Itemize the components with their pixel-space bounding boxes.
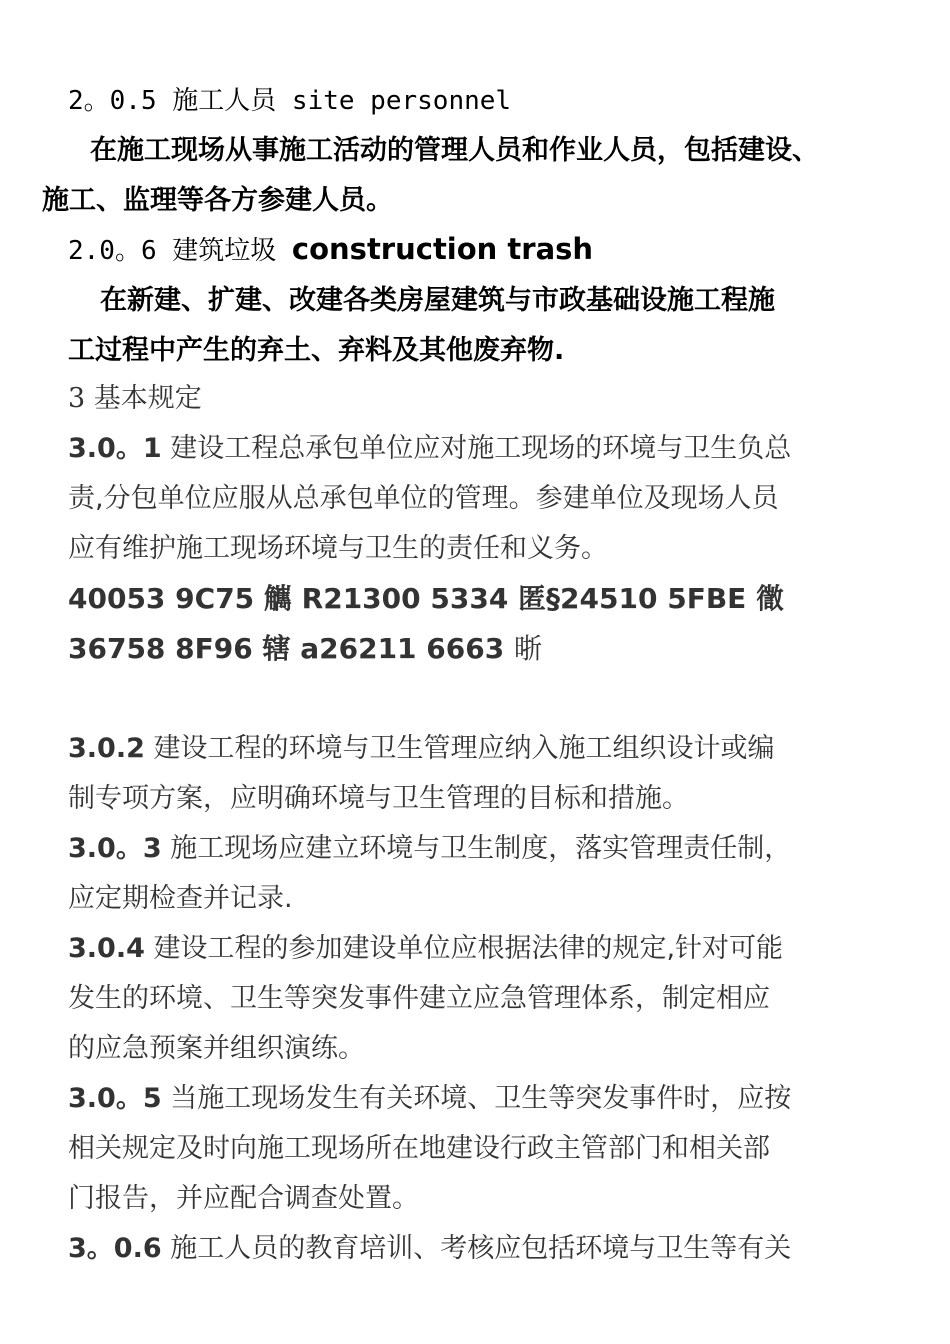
section-3-0-3-line-1 xyxy=(68,832,791,866)
section-3-0-6-number: 3。0.6 xyxy=(68,1233,162,1264)
section-3-0-1-text-1: 建设工程总承包单位应对施工现场的环境与卫生负总 xyxy=(161,433,792,464)
section-3-0-2-line-2: 制专项方案，应明确环境与卫生管理的目标和措施。 xyxy=(68,783,689,814)
section-3-0-4-line-3: 的应急预案并组织演练。 xyxy=(68,1033,365,1064)
section-3-0-3-line-2: 应定期检查并记录. xyxy=(68,883,293,914)
section-3-0-5-line-3: 门报告，并应配合调查处置。 xyxy=(68,1183,419,1214)
section-2-0-6-heading xyxy=(68,232,593,268)
garbled-line-2-bold: 36758 8F96 辖 a26211 6663 xyxy=(68,632,514,665)
section-3-0-4-line-2: 发生的环境、卫生等突发事件建立应急管理体系，制定相应 xyxy=(68,983,770,1014)
section-3-0-2-number: 3.0.2 xyxy=(68,733,145,764)
section-3-0-6-line-1 xyxy=(68,1232,791,1266)
section-3-0-4-number: 3.0.4 xyxy=(68,933,145,964)
section-3-0-3-number: 3.0。3 xyxy=(68,833,162,864)
section-3-0-3-text-1: 施工现场应建立环境与卫生制度，落实管理责任制， xyxy=(161,833,792,864)
section-3-0-1-line-3: 应有维护施工现场环境与卫生的责任和义务。 xyxy=(68,533,608,564)
section-2-0-5-body-line-1: 在施工现场从事施工活动的管理人员和作业人员，包括建设、 xyxy=(90,135,819,166)
section-3-0-4-line-1 xyxy=(68,932,783,966)
section-3-0-5-number: 3.0。5 xyxy=(68,1083,162,1114)
section-2-0-6-body-line-2: 工过程中产生的弃土、弃料及其他废弃物. xyxy=(68,335,565,366)
garbled-line-2-end: 晣 xyxy=(513,632,542,665)
chapter-3-title: 3 基本规定 xyxy=(68,383,202,414)
section-3-0-5-line-1 xyxy=(68,1082,791,1116)
section-3-0-2-line-1 xyxy=(68,732,774,766)
section-3-0-2-text-1: 建设工程的环境与卫生管理应纳入施工组织设计或编 xyxy=(144,733,775,764)
section-2-0-5-heading: 2。0.5 施工人员 site personnel xyxy=(68,86,512,116)
section-3-0-1-number: 3.0。1 xyxy=(68,433,162,464)
section-3-0-5-text-1: 当施工现场发生有关环境、卫生等突发事件时，应按 xyxy=(161,1083,792,1114)
section-3-0-1-line-2: 责,分包单位应服从总承包单位的管理。参建单位及现场人员 xyxy=(68,483,779,514)
section-3-0-1-line-1 xyxy=(68,432,791,466)
section-2-0-6-number: 2.0。6 建筑垃圾 xyxy=(68,236,292,266)
section-2-0-6-body-line-1: 在新建、扩建、改建各类房屋建筑与市政基础设施工程施 xyxy=(100,285,775,316)
garbled-line-1: 40053 9C75 觽 R21300 5334 匿§24510 5FBE 徾 xyxy=(68,582,785,615)
section-2-0-5-body-line-2: 施工、监理等各方参建人员。 xyxy=(42,185,393,216)
section-3-0-6-text-1: 施工人员的教育培训、考核应包括环境与卫生等有关 xyxy=(161,1233,792,1264)
garbled-line-2 xyxy=(68,632,542,666)
section-2-0-6-english-term: construction trash xyxy=(291,232,594,266)
section-3-0-4-text-1: 建设工程的参加建设单位应根据法律的规定,针对可能 xyxy=(144,933,784,964)
section-3-0-5-line-2: 相关规定及时向施工现场所在地建设行政主管部门和相关部 xyxy=(68,1133,770,1164)
